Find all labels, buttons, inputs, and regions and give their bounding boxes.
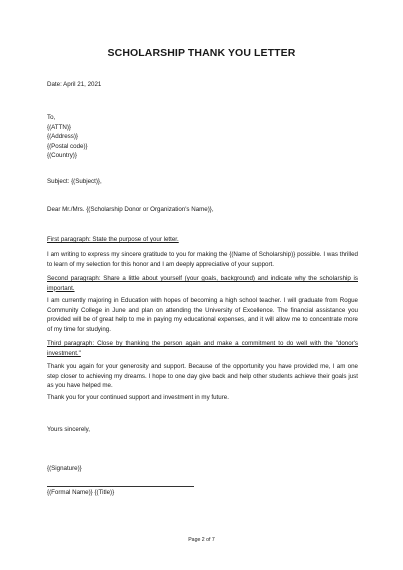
recipient-postal: {(Postal code)} (47, 142, 88, 150)
page-number: Page 2 of 7 (188, 537, 215, 543)
paragraph-1-text: I am writing to express my sincere gratitude to you for making the {(Name of Scholarship)} possible. I was thrilled to learn of my selection for this honor and I am deeply appreciative of your support. (47, 251, 358, 268)
paragraph-3-heading: Third paragraph: Close by thanking the person again and make a commitment to do well with the "donor's investment." (47, 340, 358, 357)
paragraph-2-text: I am currently majoring in Education with hopes of becoming a high school teacher. I will graduate from Rogue Community College in June and plan on attending the University of Excellence. The financial assistance you provided will be of great help to me in paying my educational expenses, and it will allow me to concentrate more of my time for studying. (47, 297, 358, 333)
closing: Yours sincerely, (47, 426, 90, 433)
paragraph-3-text: Thank you again for your generosity and support. Because of the opportunity you have provided me, I am one step closer to achieving my dreams. I hope to one day give back and help other students achieve their goals just as you have helped me. (47, 363, 358, 390)
document-title: SCHOLARSHIP THANK YOU LETTER (107, 47, 296, 59)
signature-placeholder: {(Signature)} (47, 465, 82, 472)
paragraph-1-heading: First paragraph: State the purpose of your letter. (47, 236, 179, 243)
recipient-country: {(Country)} (47, 152, 77, 160)
recipient-attn: {(ATTN)} (47, 123, 71, 131)
date-line: Date: April 21, 2021 (47, 81, 102, 88)
name-title-placeholder: {(Formal Name)} {(Title)} (47, 489, 115, 496)
recipient-address: {(Address)} (47, 133, 78, 141)
signature-line (47, 486, 194, 487)
salutation: Dear Mr./Mrs. {(Scholarship Donor or Organization's Name)}, (47, 206, 214, 213)
recipient-block (47, 113, 358, 161)
subject-line: Subject: {(Subject)}, (47, 178, 102, 185)
paragraph-2-heading: Second paragraph: Share a little about yourself (your goals, background) and indicate why the scholarship is important. (47, 275, 358, 292)
recipient-to: To, (47, 114, 56, 121)
paragraph-4-text: Thank you for your continued support and investment in my future. (47, 394, 229, 401)
